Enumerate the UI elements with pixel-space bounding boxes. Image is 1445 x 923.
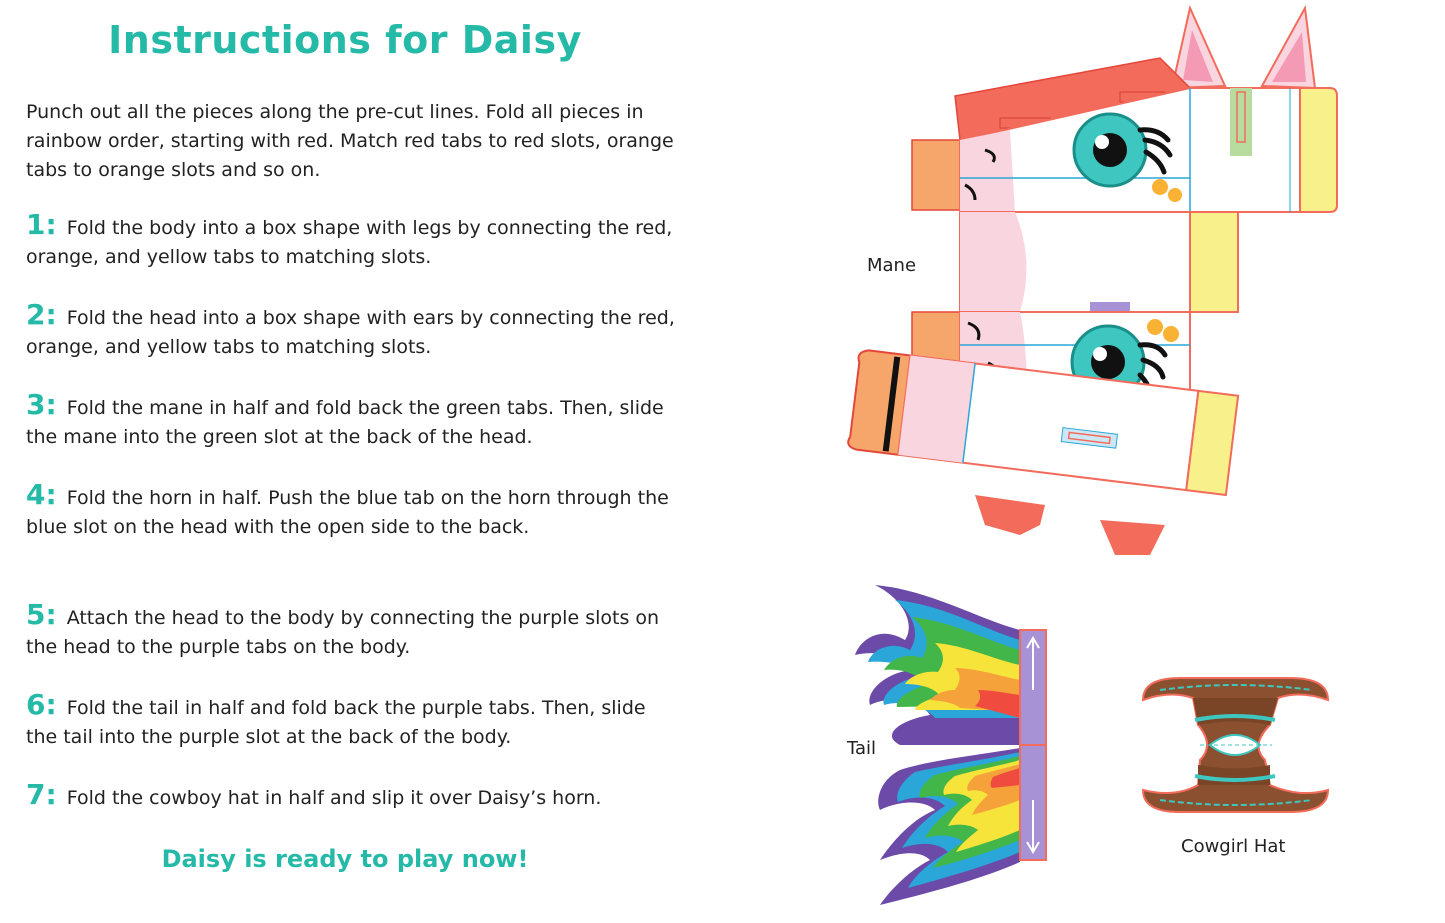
flower-icon [1152, 179, 1168, 195]
step-number: 5: [26, 598, 57, 631]
step-text: Fold the mane in half and fold back the green tabs. Then, slide the mane into the green slot at the back of the head. [26, 397, 664, 448]
step-text: Fold the cowboy hat in half and slip it over Daisy’s horn. [66, 787, 602, 809]
rainbow-tail-piece [855, 585, 1046, 905]
hat-label: Cowgirl Hat [1181, 836, 1286, 857]
step-text: Fold the body into a box shape with legs by connecting the red, orange, and yellow tabs to matching slots. [26, 217, 673, 268]
mane-label: Mane [867, 255, 917, 276]
step-text: Fold the head into a box shape with ears by connecting the red, orange, and yellow tabs to matching slots. [26, 307, 675, 358]
flower-icon [1147, 319, 1163, 335]
step-number: 3: [26, 388, 57, 421]
tail-label: Tail [847, 738, 877, 759]
intro-text: Punch out all the pieces along the pre-cut lines. Fold all pieces in rainbow order, starting with red. Match red tabs to red slots, orange tabs to orange slots and so on. [26, 101, 674, 181]
step-text: Attach the head to the body by connecting the purple slots on the head to the purple tabs on the body. [26, 607, 660, 658]
step-number: 2: [26, 298, 57, 331]
cowgirl-hat-piece [1143, 678, 1328, 812]
closing-text: Daisy is ready to play now! [161, 845, 529, 873]
step-number: 7: [26, 778, 57, 811]
step-number: 1: [26, 208, 57, 241]
step-text: Fold the tail in half and fold back the purple tabs. Then, slide the tail into the purple slot at the back of the body. [26, 697, 646, 748]
step-number: 6: [26, 688, 57, 721]
step-number: 4: [26, 478, 57, 511]
page-title: Instructions for Daisy [108, 18, 582, 62]
unicorn-head-piece [912, 8, 1337, 222]
step-text: Fold the horn in half. Push the blue tab on the horn through the blue slot on the head with the open side to the back. [26, 487, 669, 538]
